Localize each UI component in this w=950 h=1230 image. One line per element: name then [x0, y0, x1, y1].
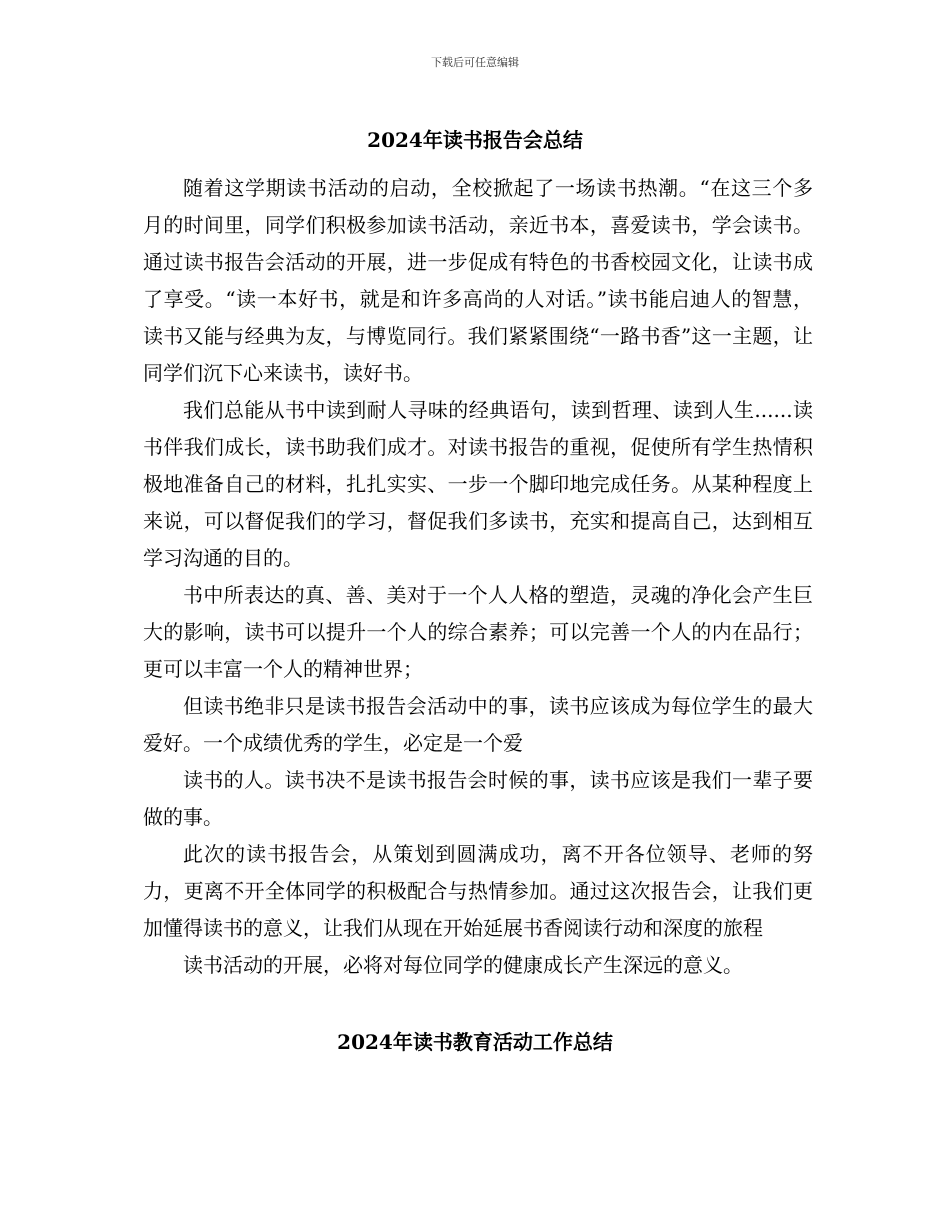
paragraph: 此次的读书报告会，从策划到圆满成功，离不开各位领导、老师的努力，更离不开全体同学的积极配合与热情参加。通过这次报告会，让我们更加懂得读书的意义，让我们从现在开始延展书香阅读行动和深度的旅程 — [143, 842, 813, 940]
paragraph: 读书的人。读书决不是读书报告会时候的事，读书应该是我们一辈子要做的事。 — [143, 768, 813, 829]
paragraph: 但读书绝非只是读书报告会活动中的事，读书应该成为每位学生的最大爱好。一个成绩优秀的学生，必定是一个爱 — [143, 694, 813, 755]
paragraph: 随着这学期读书活动的启动，全校掀起了一场读书热潮。“在这三个多月的时间里，同学们积极参加读书活动，亲近书本，喜爱读书，学会读书。通过读书报告会活动的开展，进一步促成有特色的书香校园文化，让读书成了享受。“读一本好书，就是和许多高尚的人对话。”读书能启迪人的智慧，读书又能与经典为友，与博览同行。我们紧紧围绕“一路书香”这一主题，让同学们沉下心来读书，读好书。 — [143, 176, 813, 385]
header-note: 下载后可任意编辑 — [431, 56, 519, 69]
document-title: 2024年读书报告会总结 — [367, 128, 583, 152]
paragraph: 我们总能从书中读到耐人寻味的经典语句，读到哲理、读到人生......读书伴我们成长，读书助我们成才。对读书报告的重视，促使所有学生热情积极地准备自己的材料，扎扎实实、一步一个脚印地完成任务。从某种程度上来说，可以督促我们的学习，督促我们多读书，充实和提高自己，达到相互学习沟通的目的。 — [143, 398, 813, 570]
paragraph: 读书活动的开展，必将对每位同学的健康成长产生深远的意义。 — [183, 953, 743, 977]
next-section-title: 2024年读书教育活动工作总结 — [337, 1030, 613, 1054]
paragraph: 书中所表达的真、善、美对于一个人人格的塑造，灵魂的净化会产生巨大的影响，读书可以提升一个人的综合素养；可以完善一个人的内在品行；更可以丰富一个人的精神世界； — [143, 583, 813, 681]
document-body — [143, 170, 813, 984]
